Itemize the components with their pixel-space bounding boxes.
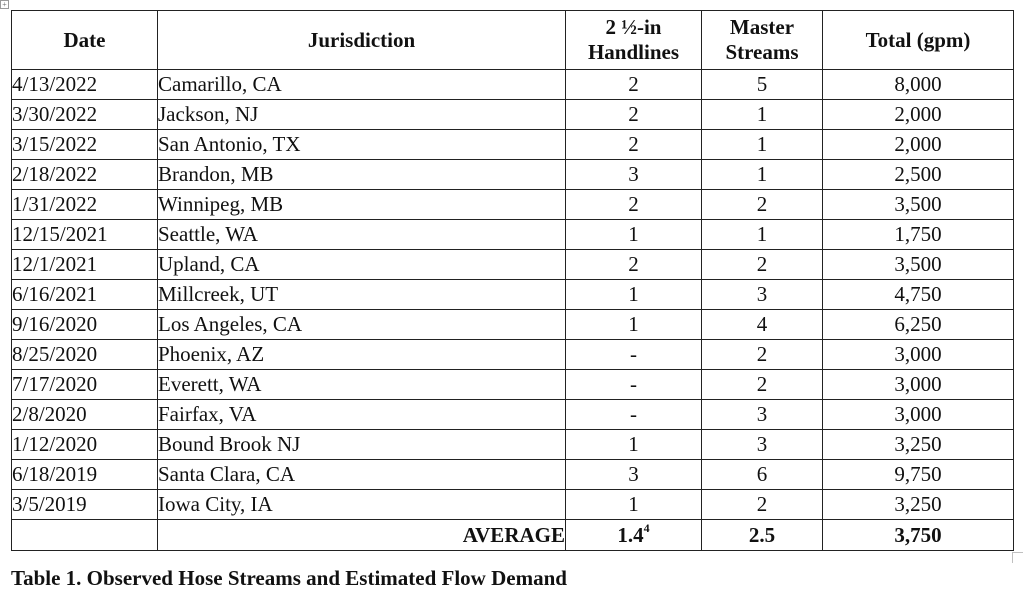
handlines-cell: 2 bbox=[566, 70, 702, 100]
total-cell: 6,250 bbox=[823, 310, 1014, 340]
jurisdiction-cell: Upland, CA bbox=[158, 250, 566, 280]
header-handlines bbox=[566, 11, 702, 70]
date-cell: 2/8/2020 bbox=[12, 400, 158, 430]
jurisdiction-cell: Bound Brook NJ bbox=[158, 430, 566, 460]
total-cell: 3,000 bbox=[823, 340, 1014, 370]
table-row bbox=[12, 280, 1014, 310]
total-cell: 3,250 bbox=[823, 430, 1014, 460]
table-row bbox=[12, 430, 1014, 460]
average-handlines-value: 1.4 bbox=[617, 522, 644, 547]
master-streams-cell: 1 bbox=[702, 220, 823, 250]
master-streams-cell: 6 bbox=[702, 460, 823, 490]
date-cell: 3/30/2022 bbox=[12, 100, 158, 130]
total-cell: 3,250 bbox=[823, 490, 1014, 520]
master-streams-cell: 2 bbox=[702, 340, 823, 370]
table-move-handle[interactable]: + bbox=[0, 0, 9, 9]
handlines-cell: - bbox=[566, 400, 702, 430]
master-streams-cell: 5 bbox=[702, 70, 823, 100]
date-cell: 3/15/2022 bbox=[12, 130, 158, 160]
total-cell: 3,500 bbox=[823, 250, 1014, 280]
average-total: 3,750 bbox=[823, 520, 1014, 551]
table-row bbox=[12, 370, 1014, 400]
table-row bbox=[12, 490, 1014, 520]
handlines-cell: 3 bbox=[566, 160, 702, 190]
table-row bbox=[12, 250, 1014, 280]
handlines-cell: 2 bbox=[566, 190, 702, 220]
handlines-cell: 1 bbox=[566, 280, 702, 310]
handlines-cell: - bbox=[566, 340, 702, 370]
date-cell: 3/5/2019 bbox=[12, 490, 158, 520]
hose-stream-table bbox=[11, 10, 1014, 551]
jurisdiction-cell: Fairfax, VA bbox=[158, 400, 566, 430]
total-cell: 3,500 bbox=[823, 190, 1014, 220]
jurisdiction-cell: Millcreek, UT bbox=[158, 280, 566, 310]
handlines-cell: 3 bbox=[566, 460, 702, 490]
date-cell: 1/31/2022 bbox=[12, 190, 158, 220]
jurisdiction-cell: Los Angeles, CA bbox=[158, 310, 566, 340]
jurisdiction-cell: Camarillo, CA bbox=[158, 70, 566, 100]
master-streams-cell: 2 bbox=[702, 490, 823, 520]
jurisdiction-cell: Seattle, WA bbox=[158, 220, 566, 250]
date-cell: 6/16/2021 bbox=[12, 280, 158, 310]
handlines-cell: 1 bbox=[566, 490, 702, 520]
jurisdiction-cell: Santa Clara, CA bbox=[158, 460, 566, 490]
date-cell: 9/16/2020 bbox=[12, 310, 158, 340]
date-cell: 8/25/2020 bbox=[12, 340, 158, 370]
table-row bbox=[12, 220, 1014, 250]
table-row bbox=[12, 340, 1014, 370]
total-cell: 1,750 bbox=[823, 220, 1014, 250]
header-master-streams bbox=[702, 11, 823, 70]
handlines-cell: 1 bbox=[566, 310, 702, 340]
jurisdiction-cell: Iowa City, IA bbox=[158, 490, 566, 520]
master-streams-cell: 4 bbox=[702, 310, 823, 340]
master-streams-cell: 2 bbox=[702, 370, 823, 400]
footnote-marker: 4 bbox=[643, 520, 650, 535]
header-handlines-line2: Handlines bbox=[587, 40, 680, 64]
total-cell: 9,750 bbox=[823, 460, 1014, 490]
total-cell: 2,500 bbox=[823, 160, 1014, 190]
average-handlines bbox=[566, 520, 702, 551]
total-cell: 3,000 bbox=[823, 400, 1014, 430]
date-cell: 12/1/2021 bbox=[12, 250, 158, 280]
jurisdiction-cell: Brandon, MB bbox=[158, 160, 566, 190]
header-master-line2: Streams bbox=[725, 40, 799, 64]
header-total: Total (gpm) bbox=[823, 11, 1014, 70]
average-master: 2.5 bbox=[702, 520, 823, 551]
date-cell: 4/13/2022 bbox=[12, 70, 158, 100]
handlines-cell: 2 bbox=[566, 250, 702, 280]
date-cell: 6/18/2019 bbox=[12, 460, 158, 490]
table-row bbox=[12, 400, 1014, 430]
total-cell: 4,750 bbox=[823, 280, 1014, 310]
average-label: AVERAGE bbox=[158, 520, 566, 551]
jurisdiction-cell: Everett, WA bbox=[158, 370, 566, 400]
table-row bbox=[12, 100, 1014, 130]
handlines-cell: 1 bbox=[566, 430, 702, 460]
jurisdiction-cell: San Antonio, TX bbox=[158, 130, 566, 160]
date-cell: 7/17/2020 bbox=[12, 370, 158, 400]
table-row bbox=[12, 70, 1014, 100]
master-streams-cell: 3 bbox=[702, 430, 823, 460]
master-streams-cell: 3 bbox=[702, 280, 823, 310]
master-streams-cell: 3 bbox=[702, 400, 823, 430]
total-cell: 8,000 bbox=[823, 70, 1014, 100]
date-cell: 12/15/2021 bbox=[12, 220, 158, 250]
table-row bbox=[12, 460, 1014, 490]
average-empty-cell bbox=[12, 520, 158, 551]
jurisdiction-cell: Phoenix, AZ bbox=[158, 340, 566, 370]
table-row bbox=[12, 130, 1014, 160]
table-row bbox=[12, 310, 1014, 340]
master-streams-cell: 1 bbox=[702, 130, 823, 160]
total-cell: 3,000 bbox=[823, 370, 1014, 400]
jurisdiction-cell: Winnipeg, MB bbox=[158, 190, 566, 220]
handlines-cell: 2 bbox=[566, 100, 702, 130]
total-cell: 2,000 bbox=[823, 100, 1014, 130]
master-streams-cell: 1 bbox=[702, 100, 823, 130]
handlines-cell: 2 bbox=[566, 130, 702, 160]
header-date: Date bbox=[12, 11, 158, 70]
header-master-line1: Master bbox=[729, 15, 795, 39]
average-row bbox=[12, 520, 1014, 551]
master-streams-cell: 2 bbox=[702, 190, 823, 220]
header-jurisdiction: Jurisdiction bbox=[158, 11, 566, 70]
master-streams-cell: 1 bbox=[702, 160, 823, 190]
table-row bbox=[12, 160, 1014, 190]
table-row bbox=[12, 190, 1014, 220]
handlines-cell: - bbox=[566, 370, 702, 400]
header-row bbox=[12, 11, 1014, 70]
jurisdiction-cell: Jackson, NJ bbox=[158, 100, 566, 130]
date-cell: 2/18/2022 bbox=[12, 160, 158, 190]
header-handlines-line1: 2 ½-in bbox=[605, 15, 662, 39]
table-caption: Table 1. Observed Hose Streams and Estimated Flow Demand bbox=[11, 566, 567, 590]
table-resize-handle[interactable] bbox=[1012, 552, 1023, 563]
master-streams-cell: 2 bbox=[702, 250, 823, 280]
handlines-cell: 1 bbox=[566, 220, 702, 250]
date-cell: 1/12/2020 bbox=[12, 430, 158, 460]
total-cell: 2,000 bbox=[823, 130, 1014, 160]
